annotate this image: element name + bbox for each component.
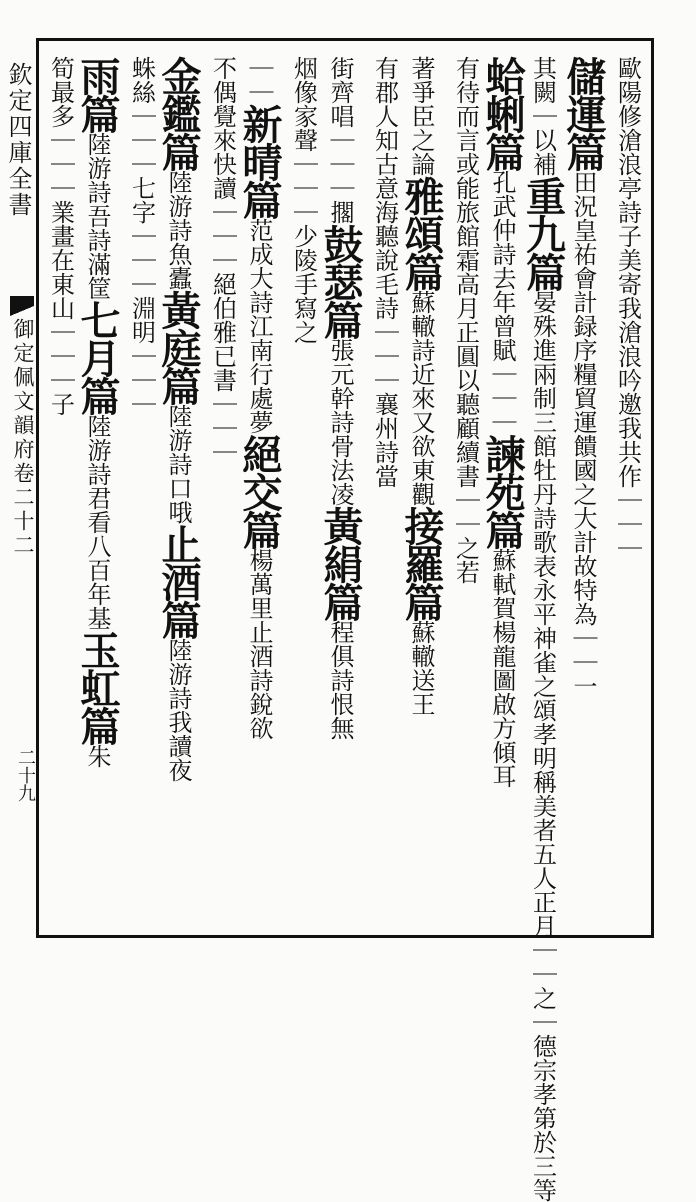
column-text: 烟像家聲｜｜｜少陵手寫之 xyxy=(289,56,318,344)
outer-margin xyxy=(0,0,40,976)
text-column xyxy=(236,56,283,946)
collection-title: 欽定四庫全書 xyxy=(4,62,32,218)
text-column xyxy=(560,56,607,946)
column-text: 不偶覺來快讀｜｜｜絕伯雅已書｜｜｜ xyxy=(208,56,237,464)
text-column xyxy=(43,56,78,946)
entry-heading: 雅頌篇 xyxy=(398,176,445,290)
entry-heading: 黃絹篇 xyxy=(317,506,364,620)
text-column xyxy=(286,56,321,946)
column-text: 有待而言或能旅館霜高月正圓以聽顧續書｜｜之若 xyxy=(451,56,480,584)
column-text: 其闕｜以補重九篇晏殊進兩制三館牡丹詩歌表永平神雀之頌孝明稱美者五人正月｜｜之｜德宗孝第於三等 xyxy=(519,56,567,1202)
column-text: 有郡人知古意海聽說毛詩｜｜｜襄州詩當 xyxy=(370,56,399,488)
column-text: 蛛絲｜｜｜七字｜｜｜淵明｜｜｜ xyxy=(127,56,156,416)
entry-heading: 諫苑篇 xyxy=(479,434,526,548)
entry-heading: 蛤蜊篇 xyxy=(479,56,526,170)
column-text: ｜｜新晴篇范成大詩江南行處夢絕交篇楊萬里止酒詩銳欲 xyxy=(236,56,283,740)
entry-heading: 止酒篇 xyxy=(155,524,202,638)
entry-heading: 七月篇 xyxy=(74,300,121,414)
text-column xyxy=(479,56,526,946)
entry-heading: 雨篇 xyxy=(74,56,121,132)
column-text: 筍最多｜｜｜業畫在東山｜｜｜子 xyxy=(46,56,75,416)
text-column xyxy=(155,56,202,946)
column-text: 雨篇陸游詩吾詩滿筐七月篇陸游詩君看八百年基玉虹篇朱 xyxy=(74,56,121,768)
entry-heading: 黃庭篇 xyxy=(155,290,202,404)
column-text: 著爭臣之論雅頌篇蘇轍詩近來又欲東觀接羅篇蘇轍送王 xyxy=(398,56,445,716)
entry-heading: 新晴篇 xyxy=(236,104,283,218)
book-title: 御定佩文韻府卷二十二 xyxy=(11,318,35,558)
text-column xyxy=(74,56,121,946)
text-column xyxy=(317,56,364,946)
fish-tail-mark xyxy=(10,296,34,306)
entry-heading: 接羅篇 xyxy=(398,506,445,620)
column-text: 歐陽修滄浪亭詩子美寄我滄浪吟邀我共作｜｜｜ xyxy=(613,56,642,560)
text-column xyxy=(124,56,159,946)
text-column xyxy=(398,56,445,946)
column-text: 金鑑篇陸游詩魚蠹黃庭篇陸游詩口哦止酒篇陸游詩我讀夜 xyxy=(155,56,202,782)
column-text: 街齊唱｜｜｜擱鼓瑟篇張元幹詩骨法凌黃絹篇程俱詩恨無 xyxy=(317,56,364,740)
entry-heading: 鼓瑟篇 xyxy=(317,224,364,338)
page-number: 二十九 xyxy=(15,748,36,802)
entry-heading: 玉虹篇 xyxy=(74,630,121,744)
text-column xyxy=(610,56,645,946)
fish-tail-mark-lower xyxy=(10,306,34,316)
text-column xyxy=(367,56,402,946)
text-column xyxy=(205,56,240,946)
entry-heading: 金鑑篇 xyxy=(155,56,202,170)
column-text: 儲運篇田況皇祐會計録序糧貿運饋國之大計故特為｜｜一 xyxy=(560,56,607,698)
entry-heading: 儲運篇 xyxy=(560,56,607,170)
entry-heading: 絕交篇 xyxy=(236,434,283,548)
entry-heading: 重九篇 xyxy=(519,176,567,290)
column-text: 蛤蜊篇孔武仲詩去年曾賦｜｜｜諫苑篇蘇軾賀楊龍圖啟方傾耳 xyxy=(479,56,526,788)
text-column xyxy=(448,56,483,946)
text-column xyxy=(519,56,567,1202)
